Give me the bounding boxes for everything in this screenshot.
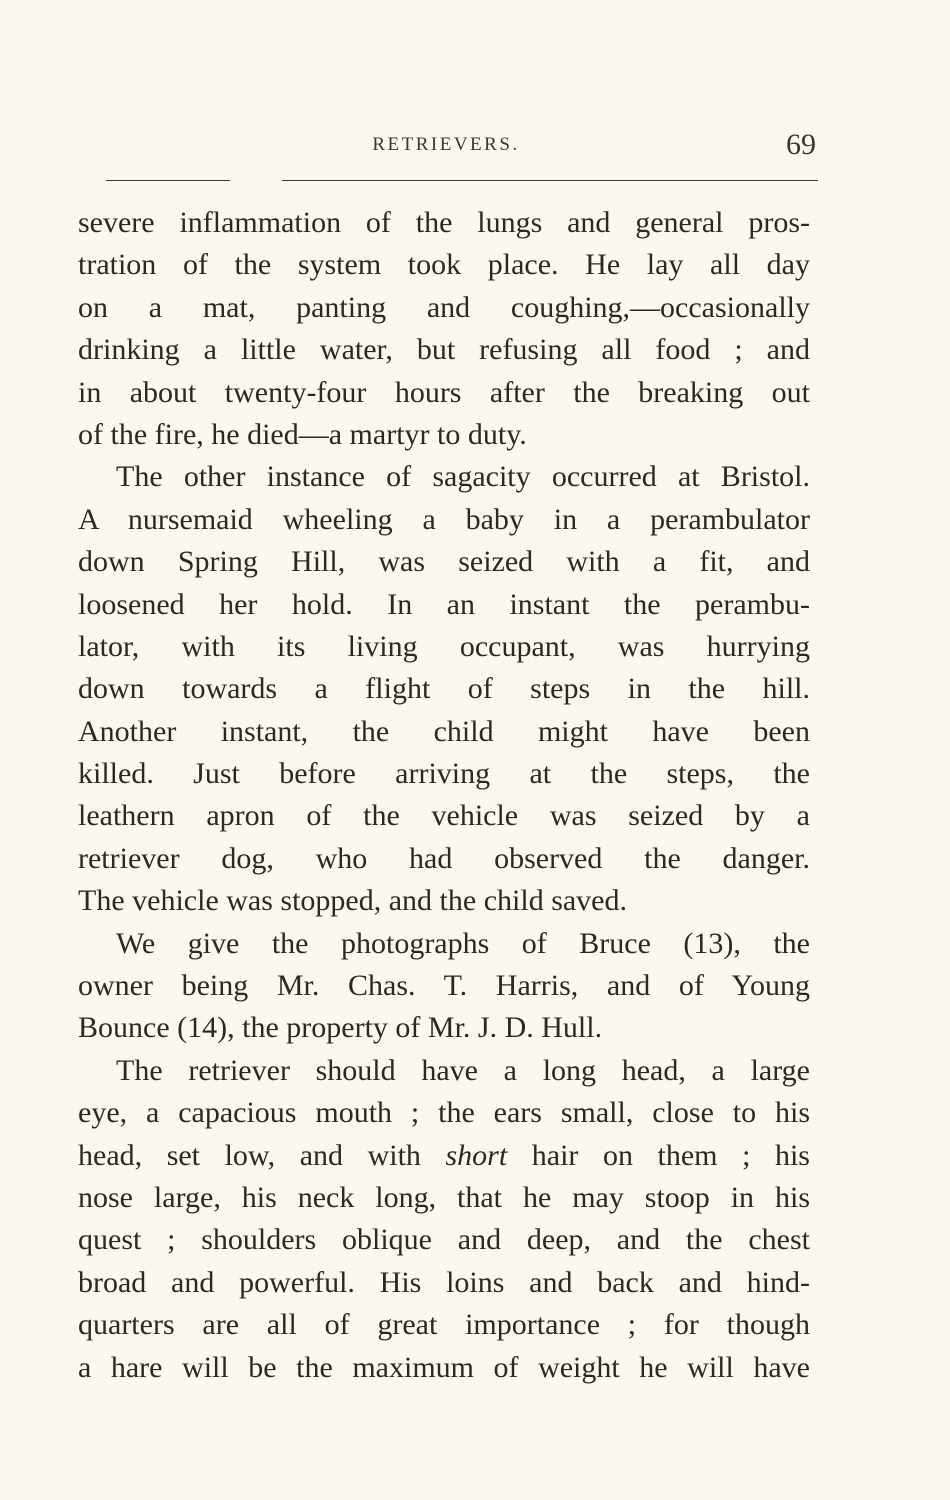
header-rule-right [282, 180, 818, 181]
page-number: 69 [786, 128, 816, 161]
body-text [78, 202, 810, 1389]
italic-word: short [445, 1138, 508, 1172]
text-line: retriever dog, who had observed the danger. [78, 841, 810, 875]
text-line: of the fire, he died—a martyr to duty. [78, 417, 527, 451]
text-line: nose large, his neck long, that he may stoop in his [78, 1180, 810, 1214]
text-line: We give the photographs of Bruce (13), the [116, 926, 810, 960]
text-line: killed. Just before arriving at the steps, the [78, 757, 810, 791]
text-line: drinking a little water, but refusing all food ; and [78, 333, 810, 367]
text-line: The retriever should have a long head, a large [116, 1053, 810, 1087]
text-line: loosened her hold. In an instant the perambu- [78, 587, 810, 621]
text-line: a hare will be the maximum of weight he will have [78, 1350, 810, 1384]
text-line: lator, with its living occupant, was hurrying [78, 629, 810, 663]
text-line: The vehicle was stopped, and the child saved. [78, 884, 627, 918]
text-line: down Spring Hill, was seized with a fit, and [78, 545, 810, 579]
text-line: leathern apron of the vehicle was seized by a [78, 799, 810, 833]
running-head [76, 128, 816, 168]
text-line: broad and powerful. His loins and back and hind- [78, 1265, 810, 1299]
running-title: RETRIEVERS. [372, 134, 520, 155]
text-line: A nursemaid wheeling a baby in a perambulator [78, 502, 810, 536]
text-line: eye, a capacious mouth ; the ears small, close to his [78, 1096, 810, 1130]
text-line: down towards a flight of steps in the hill. [78, 672, 810, 706]
text-line: quarters are all of great importance ; for though [78, 1308, 810, 1342]
text-run: hair on them ; his [507, 1138, 810, 1172]
text-run: head, set low, and with [78, 1138, 446, 1172]
text-line: The other instance of sagacity occurred at Bristol. [116, 460, 810, 494]
text-line: Another instant, the child might have been [78, 714, 810, 748]
text-line: on a mat, panting and coughing,—occasionally [78, 290, 810, 324]
text-line: tration of the system took place. He lay all day [78, 248, 810, 282]
text-line: owner being Mr. Chas. T. Harris, and of Young [78, 969, 810, 1003]
header-rule-left [106, 180, 230, 181]
text-line: Bounce (14), the property of Mr. J. D. Hull. [78, 1011, 603, 1045]
text-line [78, 1135, 810, 1177]
text-line: in about twenty-four hours after the breaking out [78, 375, 810, 409]
text-line: quest ; shoulders oblique and deep, and the chest [78, 1223, 810, 1257]
text-line: severe inflammation of the lungs and general pros- [78, 206, 810, 239]
